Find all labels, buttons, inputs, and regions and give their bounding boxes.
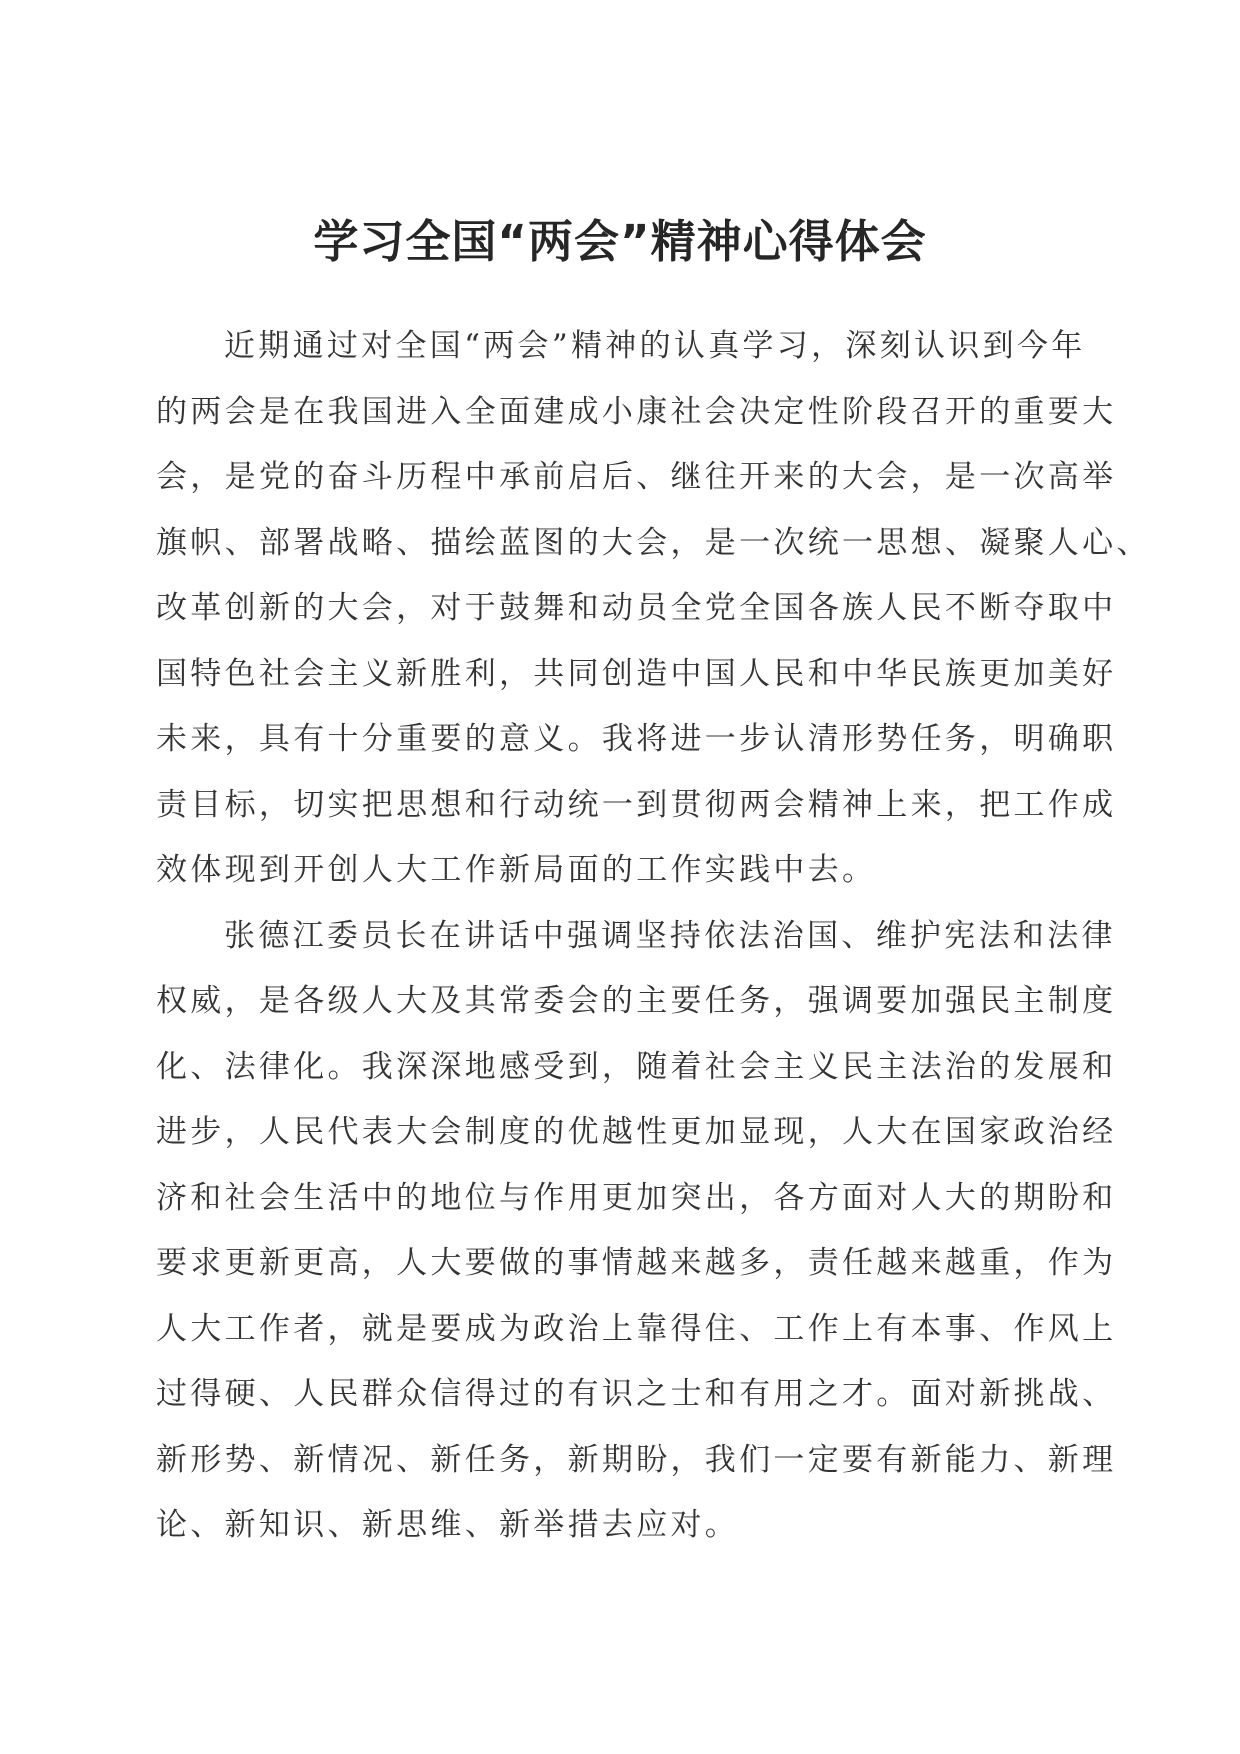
text-line: 改革创新的大会，对于鼓舞和动员全党全国各族人民不断夺取中 (156, 590, 1117, 626)
text-line: 化、法律化。我深深地感受到，随着社会主义民主法治的发展和 (156, 1048, 1117, 1085)
text-line: 责目标，切实把思想和行动统一到贯彻两会精神上来，把工作成 (156, 786, 1117, 823)
text-line: 未来，具有十分重要的意义。我将进一步认清形势任务，明确职 (156, 721, 1117, 757)
paragraph-1 (156, 314, 1151, 904)
text-line: 要求更新更高，人大要做的事情越来越多，责任越来越重，作为 (156, 1245, 1117, 1281)
text-line: 过得硬、人民群众信得过的有识之士和有用之才。面对新挑战、 (156, 1376, 1117, 1412)
text-line: 旗帜、部署战略、描绘蓝图的大会，是一次统一思想、凝聚人心、 (156, 524, 1151, 561)
text-line: 效体现到开创人大工作新局面的工作实践中去。 (156, 852, 877, 888)
text-line: 人大工作者，就是要成为政治上靠得住、工作上有本事、作风上 (156, 1310, 1117, 1347)
text-line: 新形势、新情况、新任务，新期盼，我们一定要有新能力、新理 (156, 1441, 1117, 1478)
page-title: 学习全国“两会”精神心得体会 (313, 215, 927, 268)
text-line: 济和社会生活中的地位与作用更加突出，各方面对人大的期盼和 (156, 1179, 1117, 1216)
text-line: 权威，是各级人大及其常委会的主要任务，强调要加强民主制度 (156, 983, 1117, 1019)
text-line: 近期通过对全国“两会”精神的认真学习，深刻认识到今年 (224, 328, 1086, 364)
text-line: 论、新知识、新思维、新举措去应对。 (156, 1507, 740, 1543)
text-line: 进步，人民代表大会制度的优越性更加显现，人大在国家政治经 (156, 1114, 1117, 1150)
text-line: 国特色社会主义新胜利，共同创造中国人民和中华民族更加美好 (156, 655, 1117, 692)
text-line: 会，是党的奋斗历程中承前启后、继往开来的大会，是一次高举 (156, 459, 1117, 495)
text-line: 的两会是在我国进入全面建成小康社会决定性阶段召开的重要大 (156, 393, 1117, 430)
document-body (156, 314, 1151, 1559)
paragraph-2 (156, 904, 1117, 1559)
text-line: 张德江委员长在讲话中强调坚持依法治国、维护宪法和法律 (224, 917, 1116, 954)
